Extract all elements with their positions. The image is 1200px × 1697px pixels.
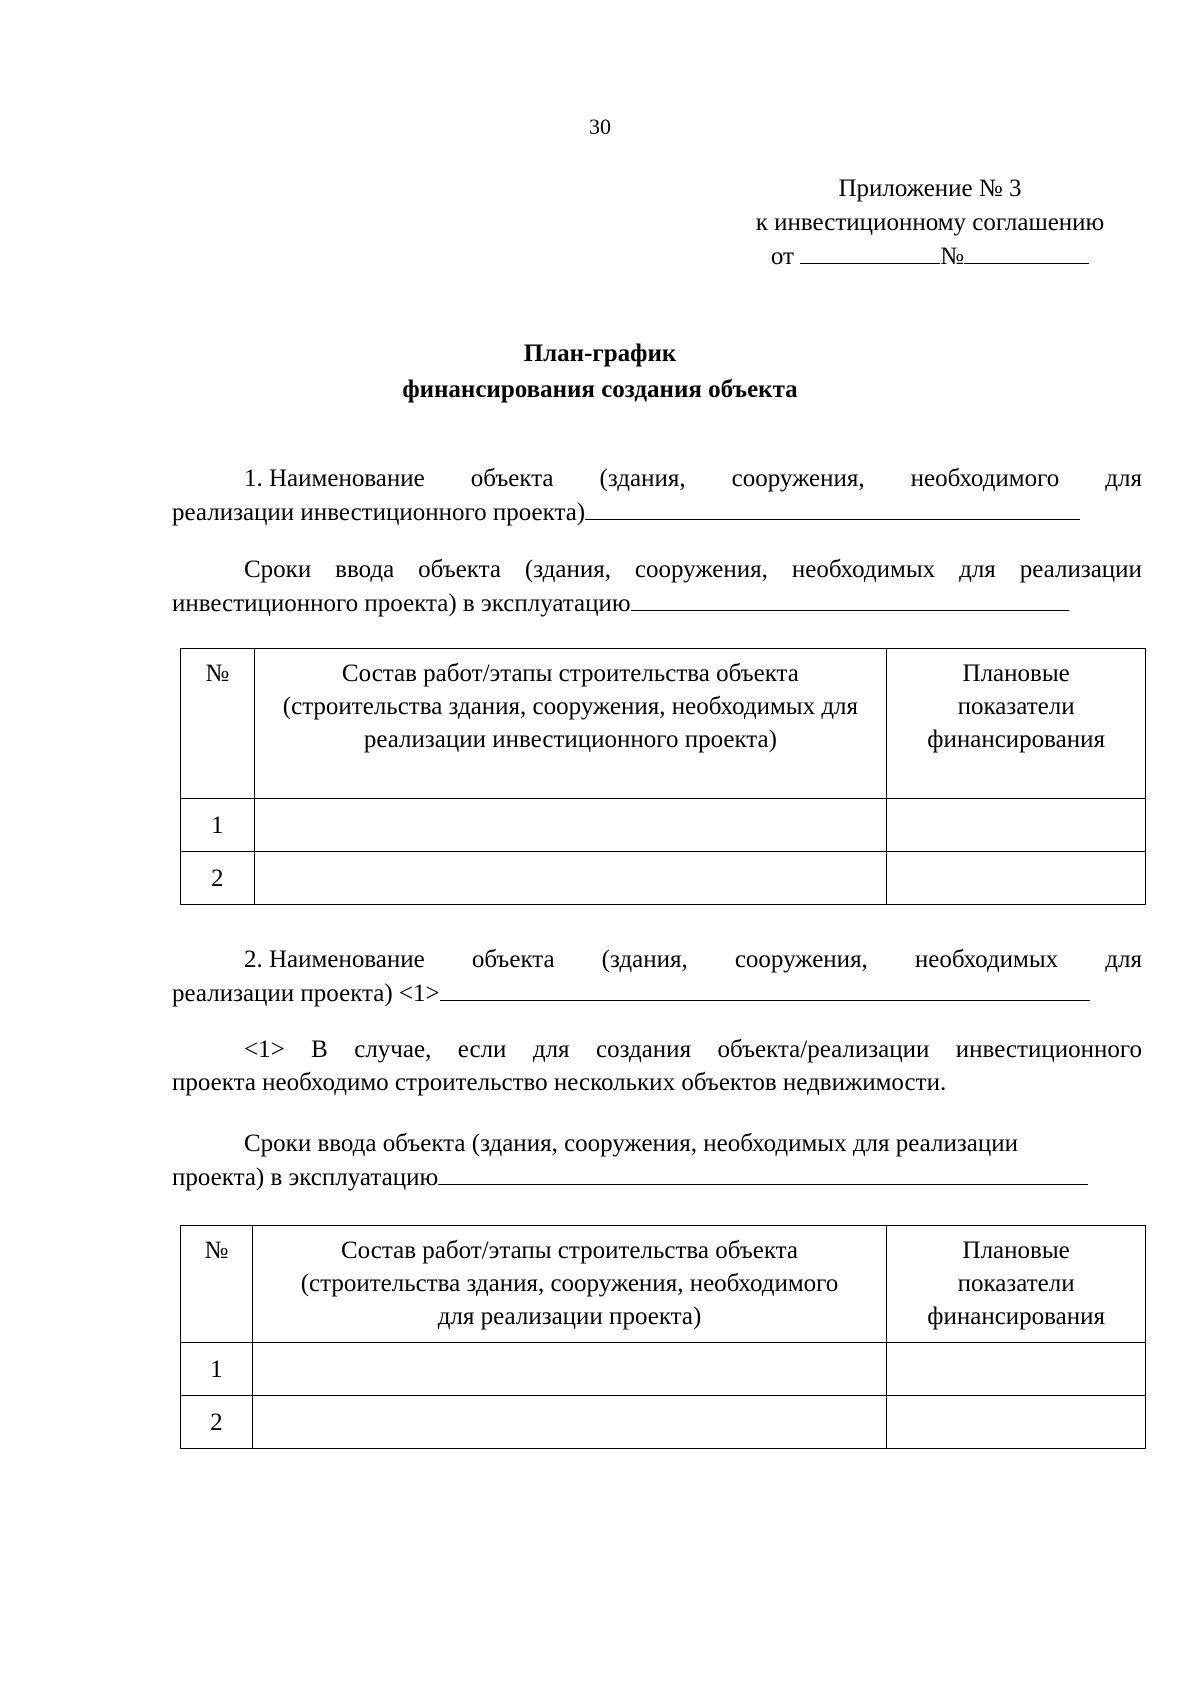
word: объекта (471, 946, 555, 973)
word: В (311, 1036, 328, 1063)
word: случае, (354, 1036, 432, 1063)
section1-name-line2 (172, 495, 1142, 529)
footnote-line2: проекта необходимо строительство нескольких объектов недвижимости. (172, 1069, 947, 1096)
word: 1. Наименование (244, 465, 425, 492)
word: необходимых (791, 556, 936, 583)
footnote-line1 (172, 1033, 1142, 1066)
word: Сроки (244, 556, 312, 583)
row-number: 2 (181, 1396, 253, 1449)
section1-object-name (172, 462, 1142, 529)
header-planned-financing: Плановые показатели финансирования (887, 1226, 1146, 1343)
header-number: № (181, 1226, 253, 1343)
row-number: 1 (181, 1343, 253, 1396)
word: (здания, (599, 465, 686, 492)
word: (здания, (601, 946, 688, 973)
row-number: 2 (181, 852, 255, 905)
word: сооружения, (731, 465, 865, 492)
page-number: 30 (589, 114, 611, 139)
table-header-row (181, 649, 1146, 799)
title-line-1: План-график (523, 340, 677, 367)
word: для (1105, 946, 1142, 973)
section2-object-name (172, 943, 1142, 1010)
section2-name-line2 (172, 976, 1142, 1010)
word: для (532, 1036, 570, 1063)
header-work-composition: Состав работ/этапы строительства объекта (строительства здания, сооружения, необходимых для реализации инвестиционного проекта) (254, 649, 887, 799)
word: объекта/реализации (717, 1036, 930, 1063)
financing-table-2 (180, 1225, 1146, 1449)
from-label: от (770, 243, 794, 270)
number-blank[interactable] (964, 241, 1089, 264)
word: (здания, (524, 556, 611, 583)
title-line-2: финансирования создания объекта (402, 376, 798, 403)
financing-cell[interactable] (887, 1396, 1146, 1449)
terms-label: инвестиционного проекта) в эксплуатацию (172, 590, 631, 617)
section2-terms-line1: Сроки ввода объекта (здания, сооружения, необходимых для реализации (244, 1130, 1018, 1157)
work-cell[interactable] (252, 1396, 887, 1449)
section1-terms (172, 553, 1142, 620)
financing-cell[interactable] (887, 1343, 1146, 1396)
section2-terms-line2 (172, 1160, 1142, 1194)
section2-name-line1 (172, 943, 1142, 976)
appendix-subtitle: к инвестиционному соглашению (755, 209, 1105, 236)
terms-blank[interactable] (438, 1160, 1088, 1185)
section1-name-line1 (172, 462, 1142, 495)
word: для (959, 556, 996, 583)
word: 2. Наименование (244, 946, 425, 973)
number-sign: № (940, 243, 965, 270)
table-row (181, 1343, 1146, 1396)
footnote (172, 1033, 1142, 1099)
table-row (181, 1396, 1146, 1449)
word: необходимого (910, 465, 1060, 492)
table-row (181, 852, 1146, 905)
appendix-title: Приложение № 3 (838, 175, 1022, 202)
terms-blank[interactable] (631, 586, 1069, 611)
date-blank[interactable] (800, 241, 940, 264)
work-cell[interactable] (254, 852, 887, 905)
word: объекта (418, 556, 501, 583)
header-planned-financing: Плановые показатели финансирования (887, 649, 1146, 799)
name-label: реализации проекта) <1> (172, 980, 440, 1007)
word: реализации (1019, 556, 1142, 583)
section2-terms (172, 1127, 1142, 1194)
financing-cell[interactable] (887, 799, 1146, 852)
word: инвестиционного (955, 1036, 1142, 1063)
appendix-header (720, 172, 1140, 274)
terms-label: проекта) в эксплуатацию (172, 1164, 439, 1191)
document-title (0, 336, 1200, 408)
table-header-row (181, 1226, 1146, 1343)
financing-cell[interactable] (887, 852, 1146, 905)
appendix-date-number (720, 240, 1140, 274)
word: сооружения, (734, 946, 868, 973)
section1-terms-line1 (172, 553, 1142, 586)
name-label: реализации инвестиционного проекта) (172, 499, 586, 526)
word: если (457, 1036, 507, 1063)
word: <1> (244, 1036, 285, 1063)
work-cell[interactable] (254, 799, 887, 852)
word: объекта (470, 465, 554, 492)
financing-table-1 (180, 648, 1146, 905)
object-name-blank[interactable] (440, 976, 1090, 1001)
word: необходимых (914, 946, 1059, 973)
word: для (1105, 465, 1142, 492)
object-name-blank[interactable] (585, 495, 1080, 520)
word: ввода (335, 556, 395, 583)
word: создания (595, 1036, 692, 1063)
header-work-composition: Состав работ/этапы строительства объекта (строительства здания, сооружения, необходимого для реализации проекта) (252, 1226, 887, 1343)
work-cell[interactable] (252, 1343, 887, 1396)
section1-terms-line2 (172, 586, 1142, 620)
word: сооружения, (634, 556, 768, 583)
header-number: № (181, 649, 255, 799)
row-number: 1 (181, 799, 255, 852)
table-row (181, 799, 1146, 852)
